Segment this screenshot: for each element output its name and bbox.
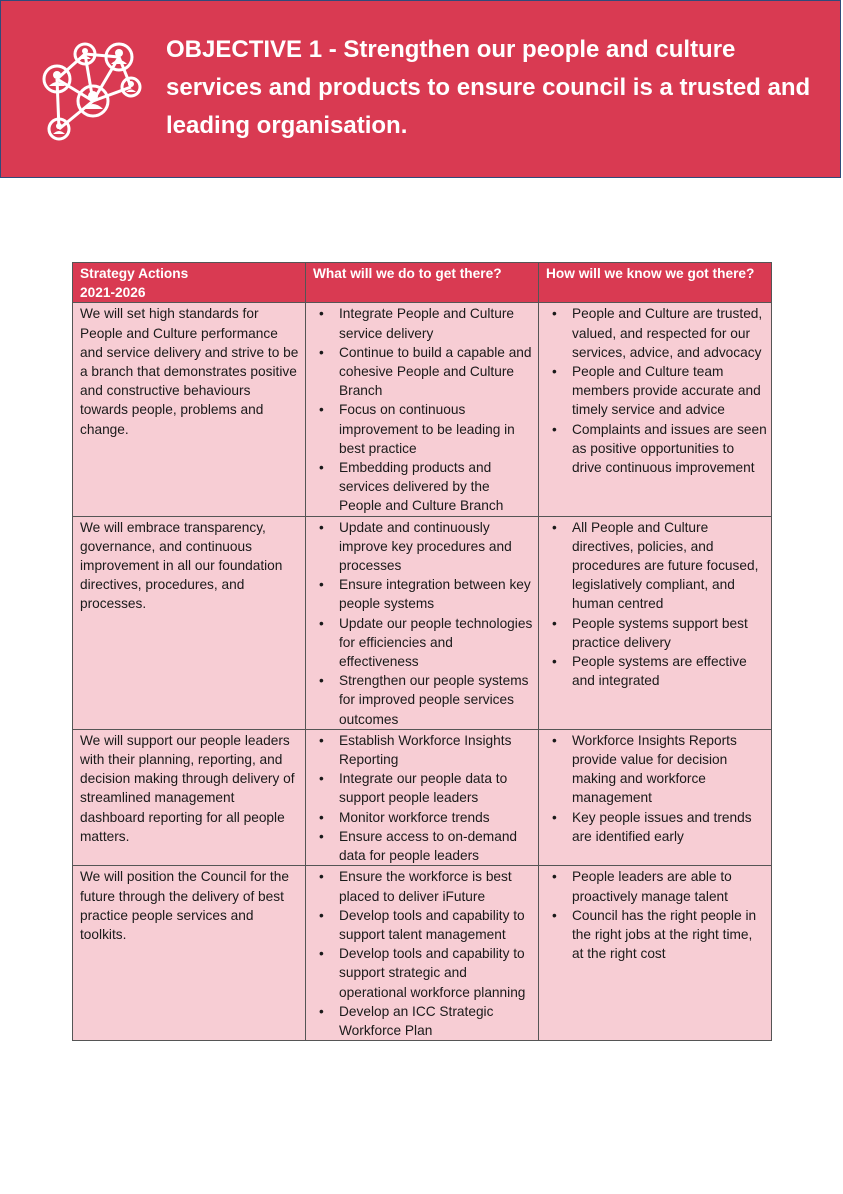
list-item: [546, 518, 767, 614]
how-cell: [539, 303, 772, 516]
list-item: [313, 867, 534, 905]
bullet-icon: •: [319, 1003, 324, 1019]
list-item: [313, 731, 534, 769]
bullet-icon: •: [319, 402, 324, 418]
header-strategy-actions-years: 2021-2026: [80, 285, 146, 301]
bullet-icon: •: [552, 364, 557, 380]
list-item: [313, 944, 534, 1002]
bullet-icon: •: [552, 809, 557, 825]
list-item-text: People and Culture team members provide accurate and timely service and advice: [572, 364, 761, 418]
strategy-action-cell: We will position the Council for the future through the delivery of best practice people services and toolkits.: [73, 866, 306, 1041]
bullet-icon: •: [319, 460, 324, 476]
what-list: [313, 304, 534, 515]
bullet-icon: •: [552, 519, 557, 535]
list-item: [313, 906, 534, 944]
list-item: [313, 769, 534, 807]
bullet-icon: •: [552, 732, 557, 748]
list-item-text: Strengthen our people systems for improved people services outcomes: [339, 673, 529, 727]
bullet-icon: •: [552, 421, 557, 437]
bullet-icon: •: [552, 654, 557, 670]
list-item-text: Update our people technologies for efficiencies and effectiveness: [339, 615, 533, 670]
strategy-action-cell: We will support our people leaders with their planning, reporting, and decision making through delivery of streamlined management dashboard reporting for all people matters.: [73, 729, 306, 865]
list-item: [313, 1002, 534, 1040]
list-item: [546, 304, 767, 362]
list-item-text: People systems support best practice delivery: [572, 615, 748, 650]
list-item: [313, 304, 534, 342]
list-item: [546, 362, 767, 420]
how-list: [546, 731, 767, 846]
list-item-text: Council has the right people in the right jobs at the right time, at the right cost: [572, 907, 757, 962]
page-title: OBJECTIVE 1 - Strengthen our people and culture services and products to ensure council is a trusted and leading organisation.: [166, 36, 811, 139]
list-item: [313, 518, 534, 576]
list-item: [546, 420, 767, 478]
bullet-icon: •: [319, 615, 324, 631]
list-item: [313, 343, 534, 401]
bullet-icon: •: [319, 907, 324, 923]
list-item-text: Develop an ICC Strategic Workforce Plan: [339, 1003, 494, 1038]
list-item: [313, 575, 534, 613]
list-item: [546, 614, 767, 652]
list-item-text: People systems are effective and integrated: [572, 654, 747, 689]
how-cell: [539, 866, 772, 1041]
list-item-text: Develop tools and capability to support strategic and operational workforce planning: [339, 946, 526, 1000]
people-network-icon: [37, 37, 145, 141]
list-item-text: People and Culture are trusted, valued, and respected for our services, advice, and advocacy: [572, 306, 763, 360]
what-cell: [306, 516, 539, 729]
header-strategy-actions-label: Strategy Actions: [80, 266, 189, 281]
bullet-icon: •: [319, 771, 324, 787]
list-item-text: People leaders are able to proactively manage talent: [572, 869, 732, 904]
what-list: [313, 867, 534, 1040]
list-item: [546, 652, 767, 690]
list-item: [546, 808, 767, 846]
list-item: [313, 827, 534, 865]
what-cell: [306, 303, 539, 516]
bullet-icon: •: [319, 673, 324, 689]
list-item-text: Workforce Insights Reports provide value for decision making and workforce management: [572, 732, 737, 806]
bullet-icon: •: [552, 306, 557, 322]
bullet-icon: •: [552, 615, 557, 631]
table-header-row: [73, 263, 772, 303]
list-item-text: Update and continuously improve key procedures and processes: [339, 519, 512, 574]
list-item-text: Integrate our people data to support people leaders: [339, 771, 508, 806]
table-row: [73, 303, 772, 516]
objective-banner: [0, 0, 841, 178]
how-list: [546, 518, 767, 691]
bullet-icon: •: [319, 344, 324, 360]
list-item: [546, 906, 767, 964]
list-item-text: Establish Workforce Insights Reporting: [339, 732, 512, 768]
list-item: [313, 614, 534, 672]
bullet-icon: •: [319, 809, 324, 825]
what-cell: [306, 866, 539, 1041]
list-item-text: Integrate People and Culture service delivery: [339, 306, 515, 341]
what-list: [313, 731, 534, 865]
how-cell: [539, 729, 772, 865]
header-strategy-actions: [73, 263, 306, 303]
bullet-icon: •: [319, 828, 324, 844]
table-row: [73, 866, 772, 1041]
list-item-text: Key people issues and trends are identified early: [572, 809, 752, 844]
list-item-text: Embedding products and services delivered by the People and Culture Branch: [339, 460, 504, 514]
how-list: [546, 867, 767, 963]
strategy-action-cell: We will set high standards for People and Culture performance and service delivery and strive to be a branch that demonstrates positive and constructive behaviours towards people, problems and change.: [73, 303, 306, 516]
list-item-text: Focus on continuous improvement to be leading in best practice: [339, 402, 515, 456]
list-item-text: Develop tools and capability to support talent management: [339, 907, 525, 942]
bullet-icon: •: [319, 519, 324, 535]
list-item-text: Ensure access to on-demand data for people leaders: [339, 828, 518, 864]
list-item: [546, 867, 767, 905]
bullet-icon: •: [552, 869, 557, 885]
strategy-action-cell: We will embrace transparency, governance, and continuous improvement in all our foundation directives, procedures, and processes.: [73, 516, 306, 729]
what-cell: [306, 729, 539, 865]
bullet-icon: •: [319, 869, 324, 885]
list-item-text: Ensure the workforce is best placed to deliver iFuture: [339, 869, 512, 904]
list-item-text: Monitor workforce trends: [339, 809, 490, 825]
list-item: [313, 400, 534, 458]
table-row: [73, 516, 772, 729]
what-list: [313, 518, 534, 729]
list-item: [313, 808, 534, 827]
list-item: [546, 731, 767, 808]
how-cell: [539, 516, 772, 729]
list-item: [313, 671, 534, 729]
table-row: [73, 729, 772, 865]
list-item-text: Continue to build a capable and cohesive People and Culture Branch: [339, 344, 532, 399]
header-what: What will we do to get there?: [306, 263, 539, 303]
bullet-icon: •: [319, 946, 324, 962]
header-how: How will we know we got there?: [539, 263, 772, 303]
list-item-text: All People and Culture directives, policies, and procedures are future focused, legislatively compliant, and human centred: [572, 519, 759, 612]
bullet-icon: •: [319, 577, 324, 593]
bullet-icon: •: [552, 907, 557, 923]
bullet-icon: •: [319, 306, 324, 322]
bullet-icon: •: [319, 732, 324, 748]
list-item: [313, 458, 534, 516]
strategy-table: [72, 262, 772, 1041]
list-item-text: Complaints and issues are seen as positive opportunities to drive continuous improvement: [572, 421, 767, 476]
list-item-text: Ensure integration between key people systems: [339, 577, 531, 612]
how-list: [546, 304, 767, 477]
